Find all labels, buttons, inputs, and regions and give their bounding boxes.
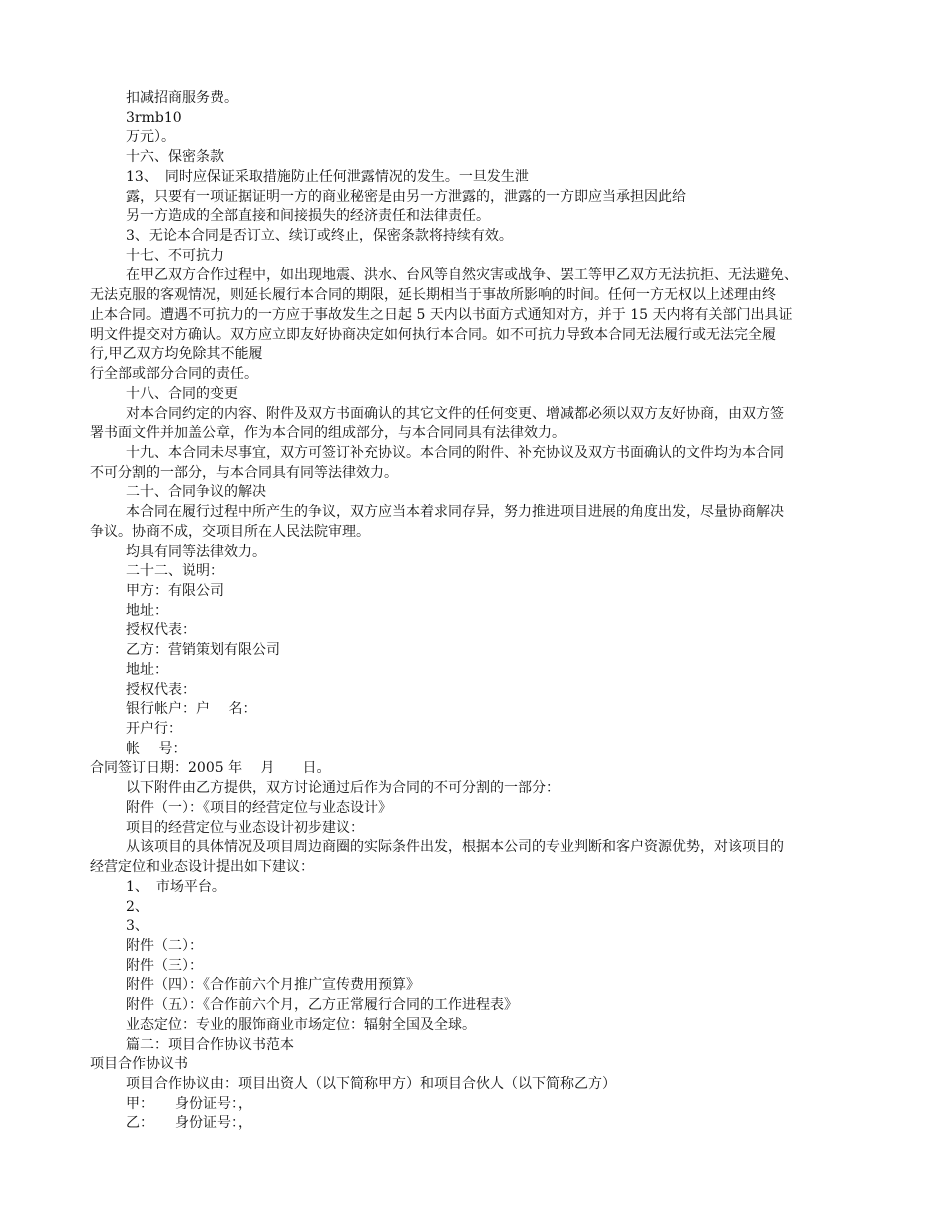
document-line: 项目的经营定位与业态设计初步建议：: [126, 820, 364, 836]
document-line: 附件（四）：《合作前六个月推广宣传费用预算》: [126, 977, 420, 993]
document-line: 2、: [126, 899, 149, 915]
document-line: 十八、合同的变更: [126, 386, 238, 402]
document-line: 3rmb10: [126, 110, 182, 126]
document-line: 银行帐户：户 名：: [126, 701, 257, 717]
document-line: 露，只要有一项证据证明一方的商业秘密是由另一方泄露的，泄露的一方即应当承担因此给: [126, 189, 686, 205]
document-line: 从该项目的具体情况及项目周边商圈的实际条件出发，根据本公司的专业判断和客户资源优势，对该项目的: [126, 839, 784, 855]
document-line: 万元）。: [126, 129, 175, 145]
document-line: 甲方：有限公司: [126, 583, 224, 599]
document-line: 地址：: [126, 662, 168, 678]
document-line: 本合同在履行过程中所产生的争议，双方应当本着求同存异，努力推进项目进展的角度出发，尽量协商解决: [126, 504, 784, 520]
document-line: 3、无论本合同是否订立、续订或终止，保密条款将持续有效。: [126, 228, 513, 244]
document-line: 以下附件由乙方提供，双方讨论通过后作为合同的不可分割的一部分：: [126, 780, 560, 796]
document-line: 不可分割的一部分，与本合同具有同等法律效力。: [90, 465, 398, 481]
document-line: 乙方：营销策划有限公司: [126, 642, 280, 658]
document-line: 经营定位和业态设计提出如下建议：: [90, 859, 314, 875]
document-line: 开户行：: [126, 721, 182, 737]
document-line: 项目合作协议由：项目出资人（以下简称甲方）和项目合伙人（以下简称乙方）: [126, 1076, 616, 1092]
document-line: 二十、合同争议的解决: [126, 484, 266, 500]
document-line: 十六、保密条款: [126, 149, 224, 165]
document-line: 附件（二）：: [126, 938, 203, 954]
document-line: 甲： 身份证号：，: [126, 1096, 252, 1112]
document-line: 附件（三）：: [126, 958, 203, 974]
document-line: 无法克服的客观情况，则延长履行本合同的期限，延长期相当于事故所影响的时间。任何一方无权以上述理由终: [90, 287, 776, 303]
document-line: 篇二：项目合作协议书范本: [126, 1037, 294, 1053]
document-line: 对本合同约定的内容、附件及双方书面确认的其它文件的任何变更、增减都必须以双方友好协商，由双方签: [126, 406, 784, 422]
document-line: 在甲乙双方合作过程中，如出现地震、洪水、台风等自然灾害或战争、罢工等甲乙双方无法抗拒、无法避免、: [126, 267, 798, 283]
document-line: 合同签订日期：2005 年 月 日。: [90, 760, 331, 776]
document-line: 十九、本合同未尽事宜，双方可签订补充协议。本合同的附件、补充协议及双方书面确认的文件均为本合同: [126, 445, 784, 461]
document-line: 乙： 身份证号：，: [126, 1115, 252, 1131]
document-line: 附件（一）：《项目的经营定位与业态设计》: [126, 800, 392, 816]
document-line: 13、 同时应保证采取措施防止任何泄露情况的发生。一旦发生泄: [126, 169, 529, 185]
document-line: 另一方造成的全部直接和间接损失的经济责任和法律责任。: [126, 208, 490, 224]
document-line: 署书面文件并加盖公章，作为本合同的组成部分，与本合同同具有法律效力。: [90, 425, 566, 441]
document-line: 均具有同等法律效力。: [126, 544, 266, 560]
document-line: 行全部或部分合同的责任。: [90, 366, 258, 382]
document-line: 争议。协商不成，交项目所在人民法院审理。: [90, 524, 370, 540]
document-line: 授权代表：: [126, 682, 196, 698]
document-line: 业态定位：专业的服饰商业市场定位：辐射全国及全球。: [126, 1017, 476, 1033]
document-line: 十七、不可抗力: [126, 248, 224, 264]
document-line: 附件（五）：《合作前六个月，乙方正常履行合同的工作进程表》: [126, 997, 518, 1013]
document-line: 行,甲乙双方均免除其不能履: [90, 346, 263, 362]
document-line: 3、: [126, 918, 149, 934]
document-line: 止本合同。遭遇不可抗力的一方应于事故发生之日起 5 天内以书面方式通知对方，并于 15 天内将有关部门出具证: [90, 307, 793, 323]
document-line: 扣减招商服务费。: [126, 90, 238, 106]
document-line: 帐 号：: [126, 741, 187, 757]
document-line: 项目合作协议书: [90, 1056, 188, 1072]
document-line: 地址：: [126, 603, 168, 619]
document-line: 明文件提交对方确认。双方应立即友好协商决定如何执行本合同。如不可抗力导致本合同无法履行或无法完全履: [90, 327, 776, 343]
document-line: 二十二、说明：: [126, 563, 224, 579]
document-line: 授权代表：: [126, 622, 196, 638]
document-line: 1、 市场平台。: [126, 879, 226, 895]
